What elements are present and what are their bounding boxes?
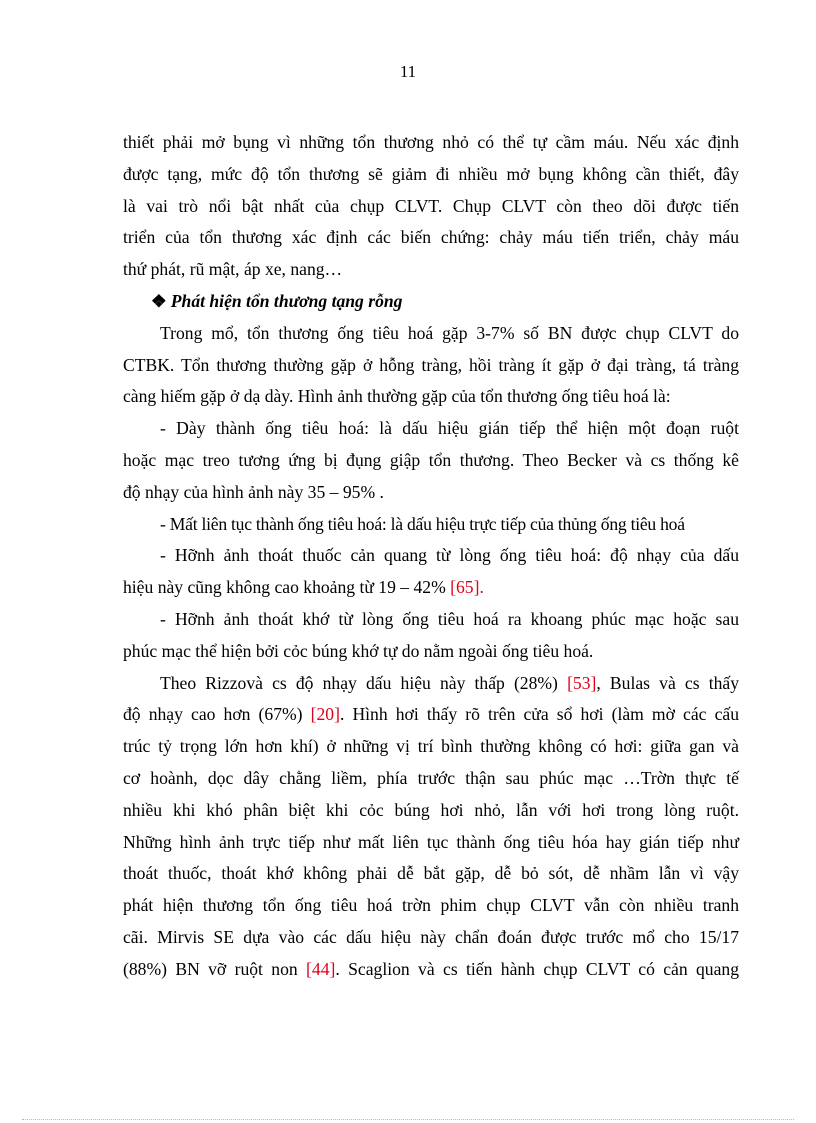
paragraph-line [123,668,739,700]
text-run: . Scaglion và cs tiến hành chụp CLVT có cản quang [335,958,739,979]
body-text [123,127,739,986]
paragraph-line: phát hiện thương tổn ống tiêu hoá trờn phim chụp CLVT vẫn còn nhiều tranh [123,895,739,916]
paragraph-line: - Dày thành ống tiêu hoá: là dấu hiệu gián tiếp thể hiện một đoạn ruột [160,418,739,439]
paragraph-line: Trong mổ, tổn thương ống tiêu hoá gặp 3-7% số BN được chụp CLVT do [160,322,739,343]
paragraph-line: được tạng, mức độ tổn thương sẽ giảm đi nhiều mở bụng không cần thiết, đây [123,163,739,184]
text-run: . Hình hơi thấy rõ trên cửa sổ hơi (làm mờ các cấu [339,704,739,725]
citation-link[interactable]: [20] [310,704,340,725]
paragraph-line: thoát thuốc, thoát khớ không phải dễ bắt gặp, dễ bỏ sót, dễ nhầm lẫn vì vậy [123,863,739,884]
paragraph-line: cãi. Mirvis SE dựa vào các dấu hiệu này chẩn đoán được trước mổ cho 15/17 [123,926,739,947]
citation-link[interactable]: [65] [450,577,480,598]
text-run: hiệu này cũng không cao khoảng từ 19 – 42% [123,577,451,598]
paragraph-line: - Mất liên tục thành ống tiêu hoá: là dấu hiệu trực tiếp của thủng ống tiêu hoá [160,513,685,534]
paragraph-line: triển của tổn thương xác định các biến chứng: chảy máu tiến triển, chảy máu [123,227,739,248]
paragraph-line: là vai trò nổi bật nhất của chụp CLVT. Chụp CLVT còn theo dõi được tiến [123,195,739,216]
paragraph-line [123,572,739,604]
page-bottom-divider [22,1119,794,1120]
text-run: , Bulas và cs thấy [596,672,739,693]
paragraph-line: - Hỡnh ảnh thoát thuốc cản quang từ lòng ống tiêu hoá: độ nhạy của dấu [160,545,739,566]
text-run: độ nhạy cao hơn (67%) [123,704,311,725]
section-heading-text: Phát hiện tổn thương tạng rỗng [170,290,403,311]
paragraph-line: thiết phải mở bụng vì những tổn thương nhỏ có thể tự cầm máu. Nếu xác định [123,132,739,152]
page-number: 11 [399,62,417,81]
paragraph-line: hoặc mạc treo tương ứng bị đụng giập tổn thương. Theo Becker và cs thống kê [123,449,739,470]
text-run: . [479,577,484,598]
paragraph-line: Những hình ảnh trực tiếp như mất liên tục thành ống tiêu hóa hay gián tiếp như [123,831,739,852]
paragraph-line [123,954,739,986]
diamond-bullet-icon: ❖ [151,290,167,311]
citation-link[interactable]: [44] [306,958,336,979]
paragraph-line: CTBK. Tổn thương thường gặp ở hỗng tràng, hồi tràng ít gặp ở đại tràng, tá tràng [123,354,739,375]
text-run: (88%) BN vỡ ruột non [123,958,307,979]
paragraph-line: phúc mạc thể hiện bởi cỏc búng khớ tự do nằm ngoài ống tiêu hoá. [123,640,594,661]
text-run: Theo Rizzovà cs độ nhạy dấu hiệu này thấp (28%) [160,672,568,693]
paragraph-line: thứ phát, rũ mật, áp xe, nang… [123,259,343,280]
paragraph-line: nhiều khi khó phân biệt khi cỏc búng hơi nhỏ, lẫn với hơi trong lòng ruột. [123,799,739,820]
paragraph-line: càng hiếm gặp ở dạ dày. Hình ảnh thường gặp của tổn thương ống tiêu hoá là: [123,386,671,407]
paragraph-line: - Hỡnh ảnh thoát khớ từ lòng ống tiêu hoá ra khoang phúc mạc hoặc sau [160,608,739,629]
paragraph-line: cơ hoành, dọc dây chằng liềm, phía trước thận sau phúc mạc …Trờn thực tế [123,767,739,788]
paragraph-line: trúc tỷ trọng lớn hơn khí) ở những vị trí bình thường không có hơi: giữa gan và [123,736,739,757]
paragraph-line [123,699,739,731]
paragraph-line: độ nhạy của hình ảnh này 35 – 95% . [123,481,384,502]
section-heading [123,286,739,318]
citation-link[interactable]: [53] [567,672,597,693]
